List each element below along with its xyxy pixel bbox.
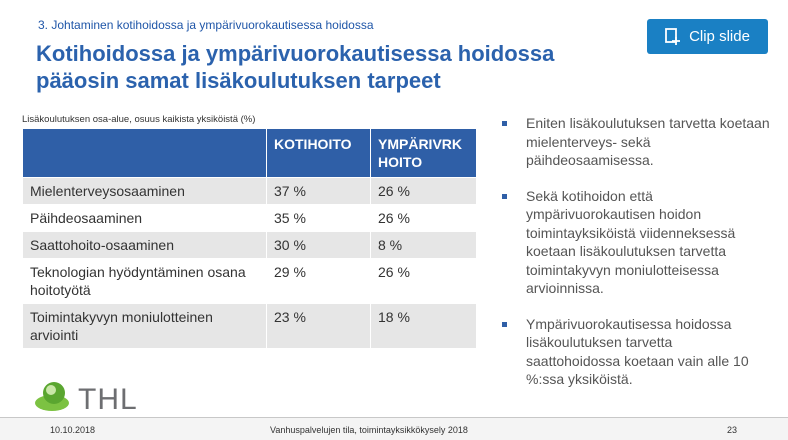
findings-list bbox=[500, 114, 770, 406]
bullet-text: Sekä kotihoidon että ympärivuorokautisen hoidon toimintayksiköistä viidenneksessä koetaan lisäkoulutuksen tarvetta toimintakyvyn moniulotteisessa arvioinnissa. bbox=[526, 187, 736, 296]
title-line-2: pääosin samat lisäkoulutuksen tarpeet bbox=[36, 68, 441, 93]
24h-care-value: 26 % bbox=[371, 178, 477, 205]
bullet-icon bbox=[502, 194, 507, 199]
list-item bbox=[500, 114, 770, 170]
table-row bbox=[23, 304, 477, 349]
list-item bbox=[500, 187, 770, 298]
bullet-icon bbox=[502, 121, 507, 126]
section-label: 3. Johtaminen kotihoidossa ja ympärivuorokautisessa hoidossa bbox=[38, 18, 374, 32]
home-care-value: 23 % bbox=[267, 304, 371, 349]
thl-logo bbox=[32, 379, 138, 420]
clip-icon bbox=[665, 28, 681, 46]
home-care-value: 29 % bbox=[267, 259, 371, 304]
table-caption: Lisäkoulutuksen osa-alue, osuus kaikista yksiköistä (%) bbox=[22, 114, 256, 125]
header-area bbox=[23, 129, 267, 178]
table-header-row bbox=[23, 129, 477, 178]
table-row bbox=[23, 232, 477, 259]
24h-care-value: 8 % bbox=[371, 232, 477, 259]
bullet-text: Eniten lisäkoulutuksen tarvetta koetaan mielenterveys- sekä päihdeosaamisessa. bbox=[526, 115, 770, 168]
row-label: Mielenterveysosaaminen bbox=[23, 178, 267, 205]
footer-title: Vanhuspalvelujen tila, toimintayksikkökysely 2018 bbox=[270, 425, 468, 435]
24h-care-value: 18 % bbox=[371, 304, 477, 349]
page-number: 23 bbox=[727, 425, 738, 435]
home-care-value: 30 % bbox=[267, 232, 371, 259]
header-home-care: KOTIHOITO bbox=[267, 129, 371, 178]
24h-care-value: 26 % bbox=[371, 259, 477, 304]
logo-text: THL bbox=[78, 382, 138, 416]
home-care-value: 37 % bbox=[267, 178, 371, 205]
24h-care-value: 26 % bbox=[371, 205, 477, 232]
footer-date: 10.10.2018 bbox=[50, 425, 96, 435]
header-24h-care: YMPÄRIVRK HOITO bbox=[371, 129, 477, 178]
clip-slide-button[interactable] bbox=[647, 19, 768, 54]
bullet-text: Ympärivuorokautisessa hoidossa lisäkoulutuksen tarvetta saattohoidossa koetaan vain alle 10 %:ssa yksiköistä. bbox=[526, 315, 749, 387]
table-row bbox=[23, 178, 477, 205]
row-label: Toimintakyvyn moniulotteinen arviointi bbox=[23, 304, 267, 349]
slide-title bbox=[36, 40, 596, 94]
row-label: Päihdeosaaminen bbox=[23, 205, 267, 232]
home-care-value: 35 % bbox=[267, 205, 371, 232]
table-row bbox=[23, 205, 477, 232]
clip-slide-label: Clip slide bbox=[689, 28, 750, 45]
bullet-icon bbox=[502, 322, 507, 327]
thl-logo-icon bbox=[32, 379, 72, 420]
training-needs-table bbox=[22, 128, 477, 349]
row-label: Saattohoito-osaaminen bbox=[23, 232, 267, 259]
list-item bbox=[500, 315, 770, 389]
title-line-1: Kotihoidossa ja ympärivuorokautisessa hoidossa bbox=[36, 41, 555, 66]
table-row bbox=[23, 259, 477, 304]
row-label: Teknologian hyödyntäminen osana hoitotyötä bbox=[23, 259, 267, 304]
